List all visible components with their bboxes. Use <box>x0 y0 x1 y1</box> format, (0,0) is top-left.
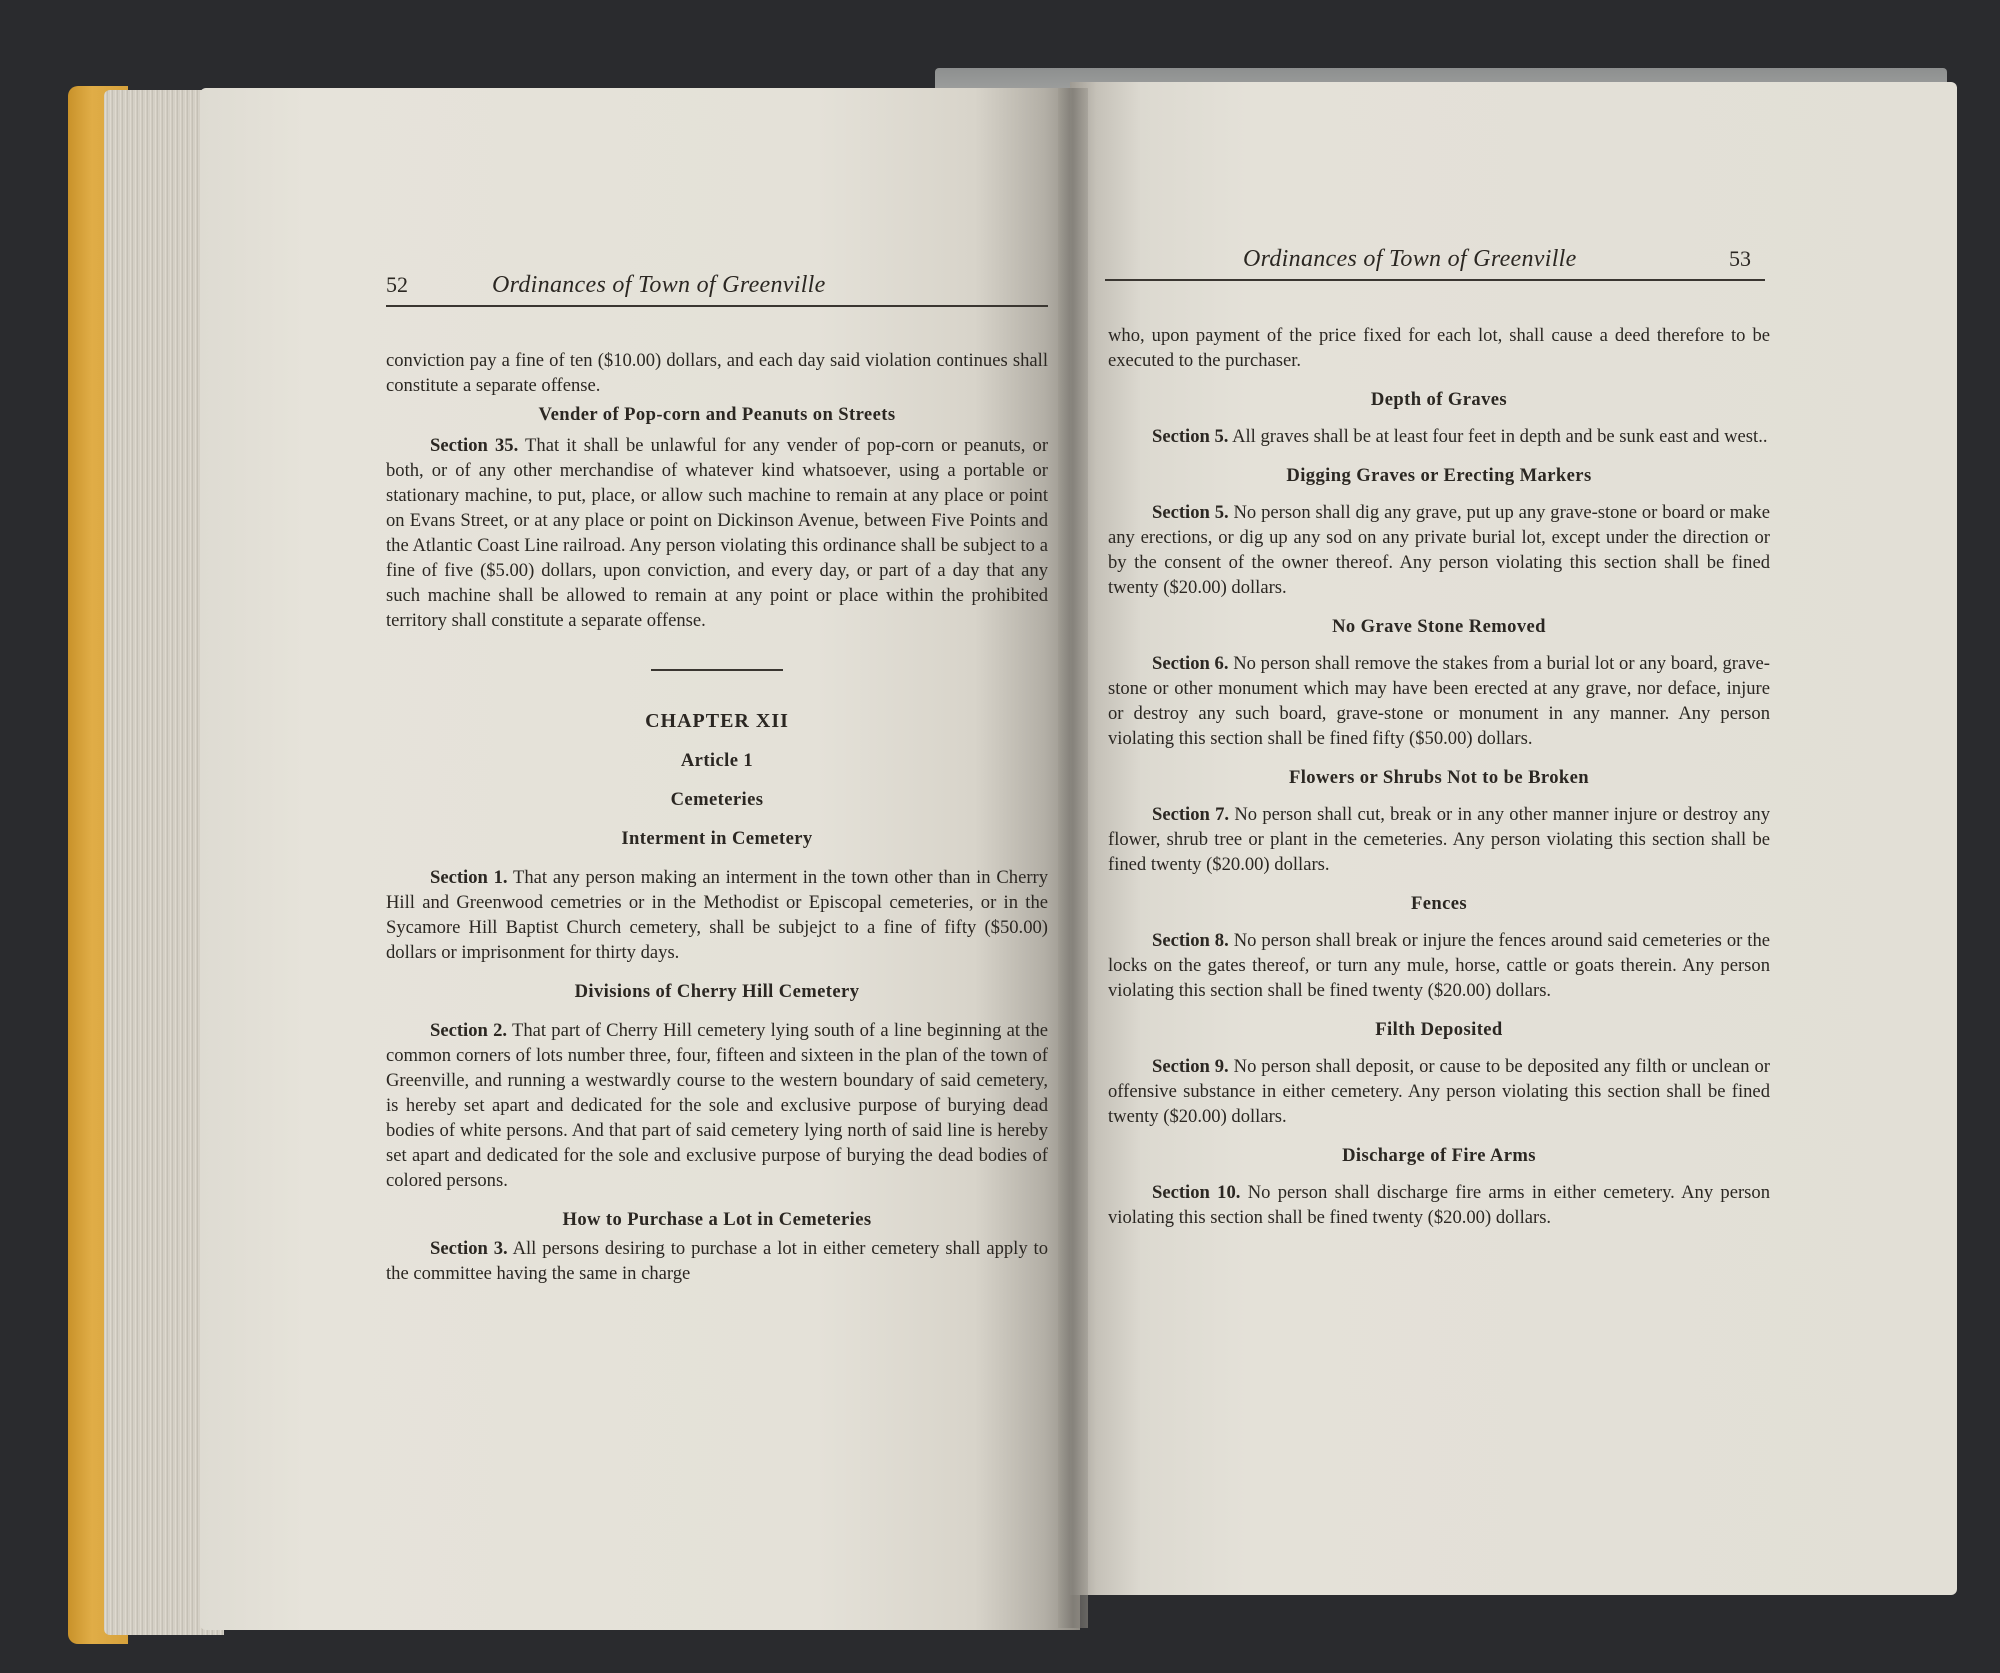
left-page-number: 52 <box>386 272 408 297</box>
heading-gravestone: No Grave Stone Removed <box>1332 616 1546 637</box>
heading-fences: Fences <box>1410 893 1468 914</box>
section-label: Section 5. <box>1152 502 1229 523</box>
section-label: Section 5. <box>1152 426 1229 447</box>
section-text: No person shall remove the stakes from a burial lot or any board, grave-stone or other monument which may have been erected at any grave, nor deface, injure or destroy any such board, grave-stone or monument in any manner. Any person violating this section shall be fined fifty ($50.00) dollars. <box>1108 653 1770 749</box>
left-page-header <box>386 272 1048 307</box>
heading-depth: Depth of Graves <box>1370 389 1508 410</box>
section-label: Section 8. <box>1152 930 1229 951</box>
section-text: No person shall cut, break or in any other manner injure or destroy any flower, shrub tree or plant in the cemeteries. Any person violating this section shall be fined twenty ($20.00) dollars. <box>1108 804 1771 875</box>
heading-filth: Filth Deposited <box>1375 1019 1503 1040</box>
right-page-text <box>1108 323 1770 1234</box>
section-text: That it shall be unlawful for any vender of pop-corn or peanuts, or both, or of any other merchandise of whatever kind whatsoever, using a portable or stationary machine, to put, place, or allow such machine to remain at any place or point on Evans Street, or at any place or point on Dickinson Avenue, between Five Points and the Atlantic Coast Line railroad. Any person violating this ordinance shall be subject to a fine of five ($5.00) dollars, upon conviction, and every day, or part of a day that any such machine shall be allowed to remain at any point or place within the prohibited territory shall constitute a separate offense. <box>386 435 1049 631</box>
section-label: Section 6. <box>1152 653 1229 674</box>
heading-divisions: Divisions of Cherry Hill Cemetery <box>574 981 860 1002</box>
section-1 <box>386 865 1048 965</box>
section-35 <box>386 433 1048 633</box>
section-text: That any person making an interment in the town other than in Cherry Hill and Greenwood cemetries or in the Methodist or Episcopal cemeteries, or in the Sycamore Hill Baptist Church cemetery, shall be subjejct to a fine of fifty ($50.00) dollars or imprisonment for thirty days. <box>386 867 1048 963</box>
heading-purchase: How to Purchase a Lot in Cemeteries <box>562 1209 872 1230</box>
section-label: Section 9. <box>1152 1056 1229 1077</box>
section-3 <box>386 1236 1048 1286</box>
section-10 <box>1108 1180 1770 1230</box>
section-9 <box>1108 1054 1770 1129</box>
section-5-depth <box>1108 424 1770 449</box>
paragraph-intro: conviction pay a fine of ten ($10.00) dollars, and each day said violation continues shall constitute a separate offense. <box>386 350 1048 396</box>
section-8 <box>1108 928 1770 1003</box>
subject-heading: Cemeteries <box>670 789 764 810</box>
section-label: Section 35. <box>430 435 519 456</box>
section-text: No person shall dig any grave, put up any grave-stone or board or make any erections, or dig up any sod on any private burial lot, except under the direction or by the consent of the owner thereof. Any person violating this section shall be fined twenty ($20.00) dollars. <box>1108 502 1770 598</box>
section-5-digging <box>1108 500 1770 600</box>
section-text: No person shall deposit, or cause to be deposited any filth or unclean or offensive substance in either cemetery. Any person violating this section shall be fined twenty ($20.00) dollars. <box>1108 1056 1771 1127</box>
heading-flowers: Flowers or Shrubs Not to be Broken <box>1288 767 1590 788</box>
chapter-heading: CHAPTER XII <box>645 710 789 732</box>
section-text: No person shall break or injure the fences around said cemeteries or the locks on the gates thereof, or turn any mule, horse, cattle or goats therein. Any person violating this section shall be fined twenty ($20.00) dollars. <box>1108 930 1771 1001</box>
left-running-title: Ordinances of Town of Greenville <box>492 272 826 298</box>
right-running-title: Ordinances of Town of Greenville <box>1243 246 1577 272</box>
section-label: Section 2. <box>430 1020 508 1041</box>
paragraph-intro: who, upon payment of the price fixed for each lot, shall cause a deed therefore to be executed to the purchaser. <box>1108 325 1770 371</box>
right-page-header <box>1105 246 1765 281</box>
section-text: All graves shall be at least four feet in depth and be sunk east and west.. <box>1232 426 1768 447</box>
heading-interment: Interment in Cemetery <box>621 828 813 849</box>
section-label: Section 1. <box>430 867 508 888</box>
heading-firearms: Discharge of Fire Arms <box>1342 1145 1536 1166</box>
left-page-text <box>386 348 1048 1290</box>
section-label: Section 3. <box>430 1238 508 1259</box>
heading-digging: Digging Graves or Erecting Markers <box>1286 465 1592 486</box>
section-text: All persons desiring to purchase a lot in either cemetery shall apply to the committee having the same in charge <box>386 1238 1049 1284</box>
article-heading: Article 1 <box>680 750 754 771</box>
section-text: No person shall discharge fire arms in either cemetery. Any person violating this section shall be fined twenty ($20.00) dollars. <box>1108 1182 1770 1228</box>
section-6 <box>1108 651 1770 751</box>
section-7 <box>1108 802 1770 877</box>
section-text: That part of Cherry Hill cemetery lying south of a line beginning at the common corners of lots number three, four, fifteen and sixteen in the plan of the town of Greenville, and running a westwardly course to the western boundary of said cemetery, is hereby set apart and dedicated for the sole and exclusive purpose of burying dead bodies of white persons. And that part of said cemetery lying north of said line is hereby set apart and dedicated for the sole and exclusive purpose of burying the dead bodies of colored persons. <box>386 1020 1049 1191</box>
section-label: Section 7. <box>1152 804 1230 825</box>
section-2 <box>386 1018 1048 1193</box>
book-gutter <box>1058 88 1088 1628</box>
heading-vender: Vender of Pop-corn and Peanuts on Streets <box>538 404 896 425</box>
right-page-number: 53 <box>1729 246 1751 271</box>
divider-rule <box>651 669 783 671</box>
section-label: Section 10. <box>1152 1182 1241 1203</box>
